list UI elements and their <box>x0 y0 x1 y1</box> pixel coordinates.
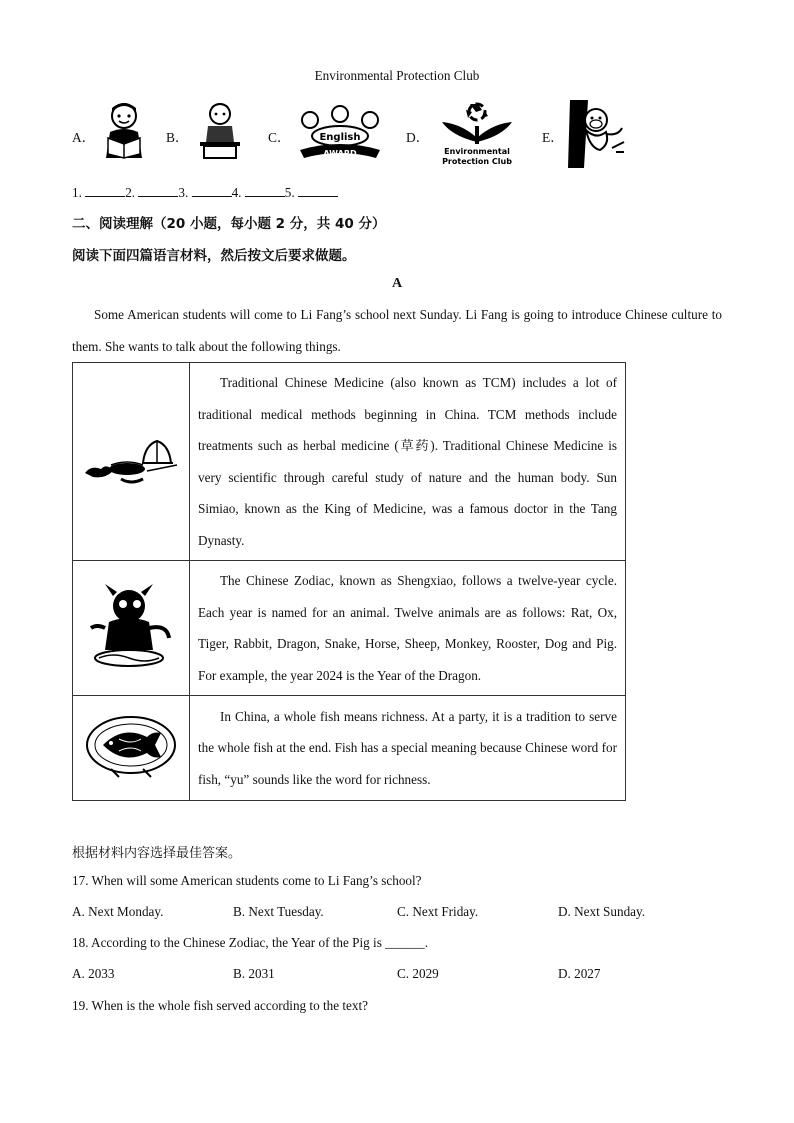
blank-4-label: 4. <box>231 185 242 200</box>
question-19: 19. When is the whole fish served according to the text? <box>72 998 369 1013</box>
section-instruction: 阅读下面四篇语言材料，然后按文后要求做题。 <box>72 248 356 264</box>
club-title: Environmental Protection Club <box>314 68 480 83</box>
table-row <box>73 696 626 801</box>
culture-table <box>72 362 626 801</box>
zodiac-dragon-icon <box>83 578 179 674</box>
blank-3[interactable] <box>192 184 232 197</box>
table-row-text: In China, a whole fish means richness. At a party, it is a tradition to serve the whole fish at the end. Fish has a special meaning because Chinese word for fish, “yu” sounds like the word for richness. <box>190 696 626 801</box>
svg-text:Protection Club: Protection Club <box>442 157 512 166</box>
blank-3-label: 3. <box>178 185 189 200</box>
section-heading: 二、阅读理解（20 小题，每小题 2 分，共 40 分） <box>72 216 386 232</box>
monkey-on-tree-icon <box>566 100 626 168</box>
option-label-a: A． <box>72 130 96 145</box>
table-row <box>73 363 626 561</box>
blank-2[interactable] <box>138 184 178 197</box>
option-label-b: B． <box>166 130 189 145</box>
q18-choice-d[interactable]: D. 2027 <box>558 966 601 981</box>
q18-choice-b[interactable]: B. 2031 <box>233 966 275 981</box>
q18-choice-c[interactable]: C. 2029 <box>397 966 439 981</box>
blank-2-label: 2. <box>125 185 136 200</box>
q18-choice-a[interactable]: A. 2033 <box>72 966 115 981</box>
blank-5[interactable] <box>298 184 338 197</box>
option-label-d: D． <box>406 130 430 145</box>
answer-blanks <box>72 184 338 201</box>
choose-instruction: 根据材料内容选择最佳答案。 <box>72 846 242 861</box>
q17-choice-a[interactable]: A. Next Monday. <box>72 904 164 919</box>
option-label-e: E． <box>542 130 564 145</box>
table-row <box>73 561 626 696</box>
blank-4[interactable] <box>245 184 285 197</box>
table-row-text: Traditional Chinese Medicine (also known as TCM) includes a lot of traditional medical methods beginning in China. TCM methods include treatments such as herbal medicine (草药). Traditional Chinese Medicine is very scientific through careful study of nature and the human body. Sun Simiao, known as the King of Medicine, was a famous doctor in the Tang Dynasty. <box>190 363 626 561</box>
question-18: 18. According to the Chinese Zodiac, the Year of the Pig is ______. <box>72 935 429 950</box>
svg-text:AWARD: AWARD <box>323 149 357 158</box>
whole-fish-plate-icon <box>83 711 179 781</box>
english-award-icon <box>296 100 384 162</box>
intro-paragraph: Some American students will come to Li Fang’s school next Sunday. Li Fang is going to introduce Chinese culture to them. She wants to talk about the following things. <box>72 307 722 354</box>
option-label-c: C． <box>268 130 291 145</box>
blank-5-label: 5. <box>284 185 295 200</box>
herbal-medicine-icon <box>81 429 181 489</box>
boy-reading-book-icon <box>96 100 152 162</box>
boy-at-desk-icon <box>192 100 248 162</box>
q17-choice-b[interactable]: B. Next Tuesday. <box>233 904 324 919</box>
q17-choice-c[interactable]: C. Next Friday. <box>397 904 479 919</box>
blank-1[interactable] <box>85 184 125 197</box>
svg-text:Environmental: Environmental <box>444 147 510 156</box>
question-17: 17. When will some American students come to Li Fang’s school? <box>72 873 422 888</box>
q17-choice-d[interactable]: D. Next Sunday. <box>558 904 646 919</box>
table-row-text: The Chinese Zodiac, known as Shengxiao, follows a twelve-year cycle. Each year is named for an animal. Twelve animals are as follows: Rat, Ox, Tiger, Rabbit, Dragon, Snake, Horse, Sheep, Monkey, Rooster, Dog and Pig. For example, the year 2024 is the Year of the Dragon. <box>190 561 626 696</box>
blank-1-label: 1. <box>72 185 82 200</box>
english-award-text: English <box>319 132 361 143</box>
environmental-club-logo-icon <box>432 100 522 170</box>
passage-letter: A <box>391 276 403 291</box>
